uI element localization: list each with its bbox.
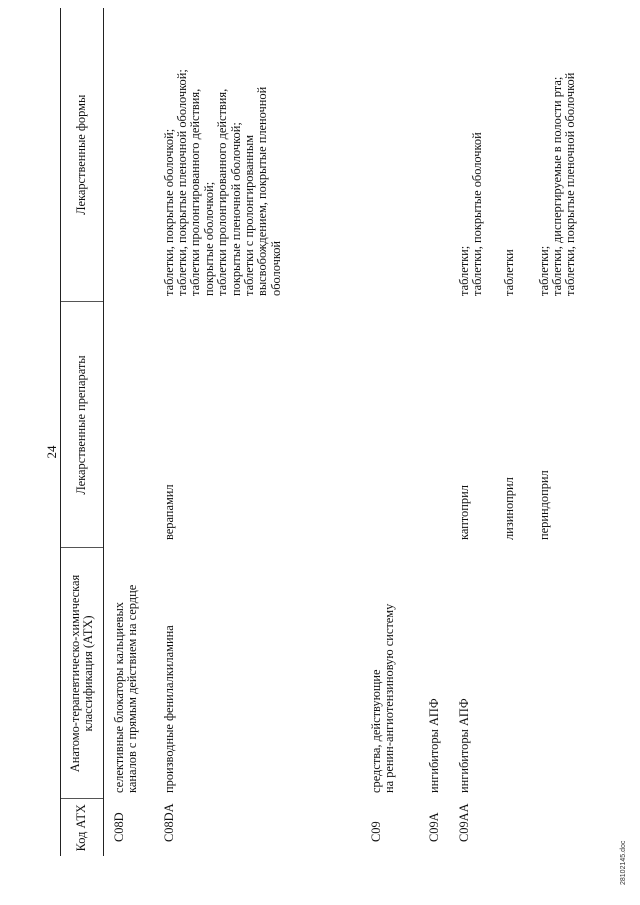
atx-code: C08D [112, 812, 126, 842]
dosage-form-line: таблетки, покрытые пленочной оболочкой; [174, 69, 189, 296]
medicine-cell [361, 302, 419, 548]
dosage-form-line: покрытые оболочкой; [201, 181, 216, 296]
medicine-name: верапамил [161, 484, 176, 540]
atx-classification-cell [154, 548, 361, 799]
dosage-form-line: таблетки, покрытые оболочкой [469, 132, 484, 296]
table-header-row [61, 8, 104, 856]
dosage-forms-cell [419, 8, 449, 302]
atx-classification-cell [361, 548, 419, 799]
atx-classification-line: средства, действующие [368, 669, 383, 793]
dosage-form-line: высвобождением, покрытые пленочной [255, 86, 270, 296]
atx-classification-cell [449, 548, 501, 799]
atx-classification-line: ингибиторы АПФ [456, 698, 471, 793]
dosage-forms-cell [536, 8, 596, 302]
atx-classification-line: селективные блокаторы кальциевых [112, 602, 126, 793]
atx-code: C08DA [161, 803, 176, 842]
table-row [104, 8, 154, 856]
dosage-form-line: таблетки пролонгированного действия, [188, 88, 203, 296]
table-row [501, 8, 536, 856]
atx-classification-line: ингибиторы АПФ [426, 698, 441, 793]
medicine-cell [154, 302, 361, 548]
atx-classification-line: на ренин-ангиотензиновую систему [381, 603, 396, 793]
atx-classification-cell [419, 548, 449, 799]
dosage-forms-cell [104, 8, 154, 302]
header-medicines: Лекарственные препараты [61, 302, 104, 548]
header-dosage-forms: Лекарственные формы [61, 8, 104, 302]
atx-code-cell [536, 799, 596, 856]
table-row [154, 8, 361, 856]
dosage-forms-cell [361, 8, 419, 302]
atx-code: C09AA [456, 803, 471, 842]
atx-classification-table [60, 8, 596, 856]
footer-file-code: 28102145.doc [620, 840, 627, 885]
dosage-form-line: таблетки; [456, 245, 471, 296]
atx-code: C09 [368, 821, 383, 842]
page-number: 24 [44, 445, 59, 459]
dosage-form-line: покрытые пленочной оболочкой; [228, 122, 243, 296]
table-row [449, 8, 501, 856]
atx-code-cell [419, 799, 449, 856]
medicine-cell [449, 302, 501, 548]
atx-code: C09A [426, 812, 441, 842]
dosage-form-line: таблетки, покрытые оболочкой; [161, 128, 176, 296]
table-body [104, 8, 596, 856]
dosage-form-line: оболочкой [268, 240, 283, 296]
table-row [536, 8, 596, 856]
atx-code-cell [449, 799, 501, 856]
atx-code-cell [104, 799, 154, 856]
dosage-forms-cell [449, 8, 501, 302]
atx-classification-cell [536, 548, 596, 799]
dosage-form-line: таблетки; [536, 245, 551, 296]
dosage-form-line: таблетки пролонгированного действия, [215, 88, 230, 296]
header-atx-code: Код АТХ [61, 799, 104, 856]
dosage-form-line: таблетки, диспергируемые в полости рта; [549, 76, 564, 296]
atx-classification-line: производные фенилалкиламина [161, 625, 176, 793]
medicine-name: каптоприл [456, 485, 471, 540]
dosage-form-line: таблетки с пролонгированным [241, 134, 256, 296]
atx-code-cell [361, 799, 419, 856]
dosage-form-line: таблетки, покрытые пленочной оболочкой [563, 72, 578, 296]
header-atx-classification [61, 548, 104, 799]
atx-classification-line: каналов с прямым действием на сердце [125, 584, 140, 793]
medicine-cell [419, 302, 449, 548]
atx-code-cell [154, 799, 361, 856]
medicine-cell [104, 302, 154, 548]
table-row [419, 8, 449, 856]
medicine-name: периндоприл [536, 470, 551, 540]
dosage-form-line: таблетки [501, 249, 516, 296]
atx-classification-cell [501, 548, 536, 799]
dosage-forms-cell [154, 8, 361, 302]
medicine-name: лизиноприл [501, 477, 516, 540]
medicine-cell [501, 302, 536, 548]
medicine-cell [536, 302, 596, 548]
dosage-forms-cell [501, 8, 536, 302]
table-row [361, 8, 419, 856]
atx-classification-cell [104, 548, 154, 799]
atx-code-cell [501, 799, 536, 856]
header-atx-line: Анатомо-терапевтическо-химическая [67, 574, 82, 773]
header-atx-line: классификация (АТХ) [81, 615, 95, 732]
